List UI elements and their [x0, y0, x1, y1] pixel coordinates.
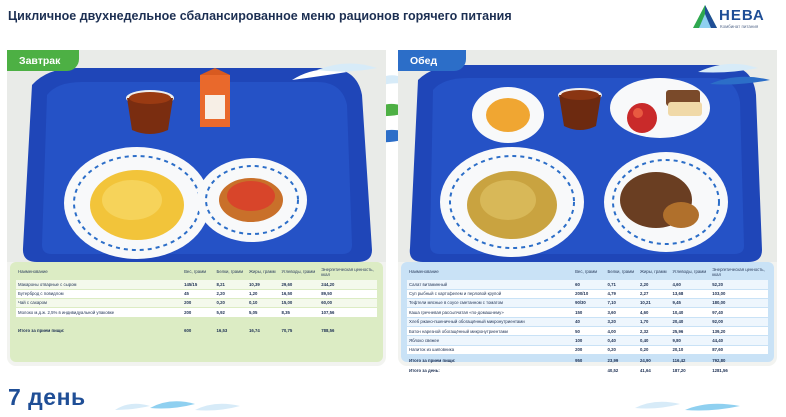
cell-fat: 10,39: [247, 280, 279, 289]
table-row: [407, 345, 768, 354]
cell-name: Молоко м.д.ж. 2,5% в индивидуальной упаковке: [16, 308, 182, 317]
total-energy: 788,56: [321, 328, 335, 334]
day-total-label: Итого за день:: [409, 367, 440, 373]
cell-name: Яблоко свежее: [407, 336, 573, 345]
cell-name: Хлеб ржано-пшеничный обогащённый микронутриентами: [407, 317, 573, 326]
cell-name: Каша гречневая рассыпчатая «по-домашнему»: [407, 308, 573, 317]
cell-protein: 0,20: [606, 345, 638, 354]
total-carbs: 116,42: [672, 358, 686, 364]
lunch-table-header: [407, 265, 768, 280]
cell-carbs: 20,10: [671, 345, 711, 354]
cell-carbs: 9,45: [671, 298, 711, 307]
day-total-weight: [573, 365, 605, 375]
table-row: [407, 298, 768, 307]
breakfast-table: [16, 265, 377, 335]
cell-weight: 60: [573, 280, 605, 289]
page-title: Цикличное двухнедельное сбалансированное меню рационов горячего питания: [8, 9, 512, 23]
cell-protein: 2,20: [215, 289, 247, 298]
table-total-row: [16, 325, 377, 335]
cell-energy: 92,00: [710, 317, 768, 326]
cell-weight: 50: [573, 327, 605, 336]
table-row: [407, 317, 768, 326]
cell-protein: 5,92: [215, 308, 247, 317]
cell-name: Салат витаминный: [407, 280, 573, 289]
cell-fat: 10,21: [638, 298, 670, 307]
breakfast-table-header: [16, 265, 377, 280]
cell-carbs: 20,40: [671, 317, 711, 326]
cell-carbs: 8,35: [280, 308, 320, 317]
cell-energy: 244,20: [319, 280, 377, 289]
table-row: [407, 289, 768, 298]
cell-name: Суп рыбный с картофелем и перловой крупой: [407, 289, 573, 298]
table-row: [407, 336, 768, 345]
cell-weight: 200: [182, 308, 214, 317]
logo-name: НЕВА: [719, 7, 765, 24]
cell-name: Бутерброд с повидлом: [16, 289, 182, 298]
total-weight: 950: [575, 358, 583, 364]
column-header: Энергетическая ценность, ккал: [712, 266, 765, 277]
total-label: Итого за прием пищи:: [18, 328, 65, 334]
column-header: Углеводы, грамм: [672, 269, 707, 275]
cell-fat: 0,20: [638, 345, 670, 354]
cell-carbs: 4,60: [671, 280, 711, 289]
lunch-card: [398, 50, 777, 373]
breakfast-table-box: [10, 262, 383, 362]
cell-fat: 2,32: [638, 327, 670, 336]
cell-fat: 2,27: [638, 289, 670, 298]
cell-fat: 1,70: [638, 317, 670, 326]
total-label: Итого за прием пищи:: [409, 358, 456, 364]
lunch-table: [407, 265, 768, 375]
cell-energy: 180,00: [710, 298, 768, 307]
cell-name: Напиток из шиповника: [407, 345, 573, 354]
cell-energy: 87,60: [710, 345, 768, 354]
cell-energy: 52,20: [710, 280, 768, 289]
table-row: [16, 308, 377, 317]
day-label: 7 день: [8, 384, 86, 410]
wave-decoration-icon: [110, 392, 250, 417]
breakfast-header: Завтрак: [7, 50, 79, 71]
cell-protein: 8,21: [215, 280, 247, 289]
cell-protein: 4,79: [606, 289, 638, 298]
cell-name: Макароны отварные с сыром: [16, 280, 182, 289]
total-fat: 16,74: [249, 328, 260, 334]
cell-name: Чай с сахаром: [16, 298, 182, 307]
column-header: Энергетическая ценность, ккал: [321, 266, 374, 277]
table-row: [16, 298, 377, 307]
cell-protein: 3,60: [606, 308, 638, 317]
cell-protein: 0,71: [606, 280, 638, 289]
cell-energy: 107,56: [319, 308, 377, 317]
cell-protein: 0,40: [606, 336, 638, 345]
logo-subtitle: Комбинат питания: [720, 24, 759, 29]
cell-protein: 3,20: [606, 317, 638, 326]
lunch-table-box: [401, 262, 774, 373]
cell-energy: 89,50: [319, 289, 377, 298]
table-row: [407, 280, 768, 289]
cell-carbs: 16,50: [280, 289, 320, 298]
column-header: Вес, грамм: [575, 269, 598, 275]
column-header: Белки, грамм: [607, 269, 635, 275]
cell-weight: 145/15: [182, 280, 214, 289]
neva-triangle-logo-icon: [692, 4, 718, 30]
cell-energy: 97,40: [710, 308, 768, 317]
total-protein: 16,53: [216, 328, 228, 334]
total-fat: 24,90: [640, 358, 651, 364]
lunch-header: Обед: [398, 50, 466, 71]
cell-weight: 45: [182, 289, 214, 298]
column-header: Белки, грамм: [216, 269, 244, 275]
column-header: Жиры, грамм: [640, 269, 667, 275]
cell-protein: 4,00: [606, 327, 638, 336]
cell-energy: 103,00: [710, 289, 768, 298]
table-row: [16, 289, 377, 298]
cell-energy: 44,40: [710, 336, 768, 345]
column-header: Жиры, грамм: [249, 269, 276, 275]
neva-logo[interactable]: [692, 2, 782, 36]
table-total-row: [407, 355, 768, 365]
cell-weight: 200: [182, 298, 214, 307]
day-total-carbs: 187,20: [672, 367, 686, 373]
cell-weight: 150: [573, 308, 605, 317]
cell-name: Батон нарезной обогащённый микронутриентами: [407, 327, 573, 336]
cell-energy: 139,20: [710, 327, 768, 336]
day-total-energy: 1281,56: [712, 367, 728, 373]
cell-carbs: 9,80: [671, 336, 711, 345]
cell-name: Тефтели мясные в соусе сметанном с томатом: [407, 298, 573, 307]
breakfast-photo: [7, 50, 386, 262]
cell-protein: 7,10: [606, 298, 638, 307]
cell-fat: 0,40: [638, 336, 670, 345]
cell-weight: 200/10: [573, 289, 605, 298]
cell-protein: 0,20: [215, 298, 247, 307]
cell-carbs: 15,00: [280, 298, 320, 307]
column-header: Вес, грамм: [184, 269, 207, 275]
table-row: [407, 327, 768, 336]
cell-carbs: 25,96: [671, 327, 711, 336]
cell-fat: 2,20: [638, 280, 670, 289]
total-carbs: 70,75: [281, 328, 293, 334]
cell-energy: 60,00: [319, 298, 377, 307]
table-row: [16, 280, 377, 289]
wave-decoration-icon: [630, 392, 750, 417]
cell-weight: 200: [573, 345, 605, 354]
cell-weight: 100: [573, 336, 605, 345]
cell-weight: 40: [573, 317, 605, 326]
column-header: Углеводы, грамм: [281, 269, 316, 275]
day-total-fat: 41,64: [640, 367, 651, 373]
cell-fat: 0,10: [247, 298, 279, 307]
cell-carbs: 29,60: [280, 280, 320, 289]
table-row: [407, 308, 768, 317]
cell-weight: 90/30: [573, 298, 605, 307]
day-total-row: [407, 365, 768, 375]
lunch-photo: [398, 50, 777, 262]
breakfast-card: [7, 50, 386, 366]
cell-carbs: 10,40: [671, 308, 711, 317]
column-header: Наименование: [18, 269, 48, 275]
total-weight: 600: [184, 328, 192, 334]
day-total-protein: 40,52: [607, 367, 619, 373]
cell-fat: 1,20: [247, 289, 279, 298]
column-header: Наименование: [409, 269, 439, 275]
cell-fat: 4,60: [638, 308, 670, 317]
cell-carbs: 13,68: [671, 289, 711, 298]
total-protein: 23,99: [607, 358, 619, 364]
cell-fat: 5,05: [247, 308, 279, 317]
total-energy: 792,80: [712, 358, 726, 364]
